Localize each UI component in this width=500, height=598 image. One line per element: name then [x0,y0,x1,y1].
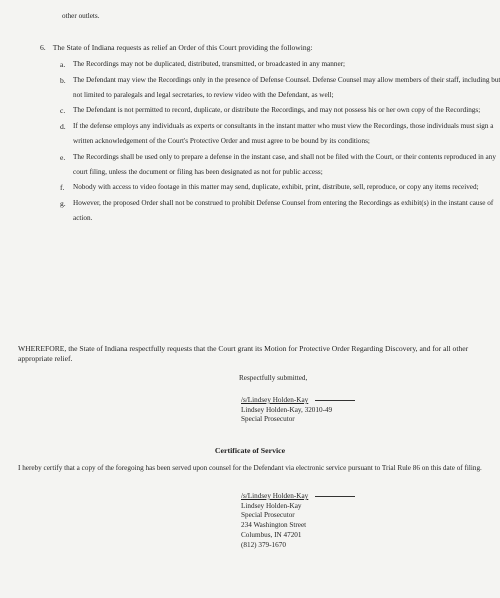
signature-line [241,492,355,502]
signature-rule [315,400,355,401]
signature-rule [315,496,355,497]
electronic-signature: /s/Lindsey Holden-Kay [241,492,309,500]
signature-line [241,396,355,406]
signer-name-number: Lindsey Holden-Kay, 32010-49 [241,405,333,414]
list-item [62,150,500,180]
list-item-text: The Defendant is not permitted to record, duplicate, or distribute the Recordings, and may not possess his or her own copy of the Recordings; [73,106,481,115]
list-item-text: However, the proposed Order shall not be construed to prohibit Defense Counsel from entering the Recordings as exhibit(s) in the instant cause of action. [73,199,494,223]
list-letter: e. [60,152,66,162]
list-item-text: The Recordings may not be duplicated, distributed, transmitted, or broadcasted in any manner; [73,59,346,68]
list-letter: b. [60,75,66,85]
list-item-text: The Recordings shall be used only to prepare a defense in the instant case, and shall not be filed with the Court, or their contents reproduced in any court filing, unless the document or filing has been designated as not for public access; [73,152,496,176]
list-letter: a. [60,59,66,69]
list-item-text: If the defense employs any individuals as experts or consultants in the instant matter who must view the Recordings, those individuals must sign a written acknowledgement of the Court's Protective Order and must agree to be bound by its conditions; [73,121,494,146]
signer-title: Special Prosecutor [241,415,295,424]
electronic-signature: /s/Lindsey Holden-Kay [241,396,309,404]
address-line-1: 234 Washington Street [241,521,307,530]
relief-section [40,42,500,227]
signature-block-1 [241,396,355,425]
list-item-text: The Defendant may view the Recordings only in the presence of Defense Counsel. Defense Counsel may allow members of their staff, including but not limited to paralegals and legal secretaries, to review video with the Defendant, as well; [73,75,500,99]
list-item [62,119,500,149]
list-letter: g. [60,199,66,209]
relief-heading-text: The State of Indiana requests as relief an Order of this Court providing the following: [52,43,313,52]
address-line-2: Columbus, IN 47201 [241,530,302,539]
list-item [62,73,500,103]
list-item-text: Nobody with access to video footage in this matter may send, duplicate, exhibit, print, distribute, sell, reproduce, or copy any items received; [73,183,479,192]
list-letter: f. [60,183,65,193]
list-letter: c. [60,106,66,116]
list-letter: d. [60,121,66,131]
respectfully-submitted: Respectfully submitted, [239,374,308,382]
list-item [62,180,500,195]
certificate-body: I hereby certify that a copy of the foregoing has been served upon counsel for the Defendant via electronic service pursuant to Trial Rule 86 on this date of filing. [18,464,482,472]
signature-block-2 [241,492,355,550]
list-item [62,57,500,72]
relief-heading [40,42,480,55]
relief-list [40,57,500,226]
certificate-title: Certificate of Service [214,446,286,455]
signer-title: Special Prosecutor [241,511,295,520]
wherefore-paragraph: WHEREFORE, the State of Indiana respectfully requests that the Court grant its Motion for Protective Order Regarding Discovery, and for all other appropriate relief. [18,344,469,364]
list-item [62,103,500,118]
intro-text: other outlets. [62,12,100,20]
list-item [62,196,500,226]
phone-number: (812) 379-1670 [241,540,286,549]
signer-name: Lindsey Holden-Kay [241,501,302,510]
item-number: 6. [40,43,46,52]
